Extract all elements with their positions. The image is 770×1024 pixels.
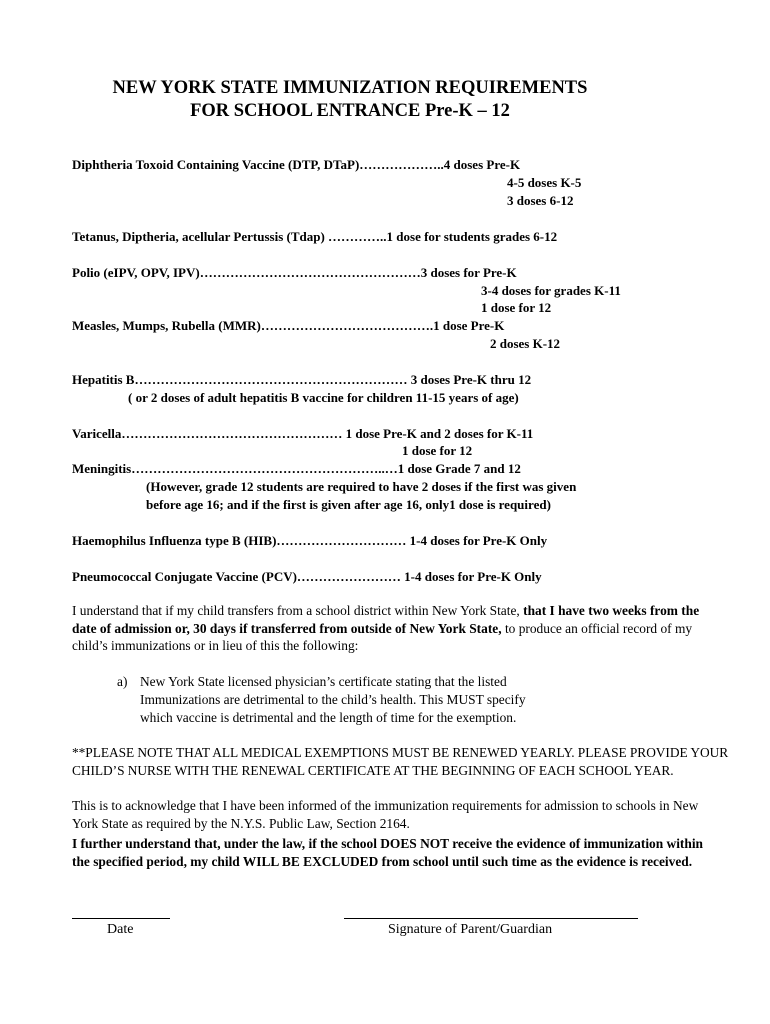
parent-signature-line[interactable] bbox=[344, 918, 638, 919]
date-label: Date bbox=[107, 922, 134, 937]
requirement-tdap: Tetanus, Diptheria, acellular Pertussis (Tdap) …………..1 dose for students grades 6-12 bbox=[72, 229, 558, 244]
exclusion-text-start: I further understand that, under the law, if the school bbox=[72, 836, 381, 851]
requirement-varicella-extra-1: 1 dose for 12 bbox=[402, 443, 473, 458]
requirement-polio-extra-1: 3-4 doses for grades K-11 bbox=[481, 283, 621, 298]
medical-exemption-notice: **PLEASE NOTE THAT ALL MEDICAL EXEMPTIONS MUST BE RENEWED YEARLY. PLEASE PROVIDE YOUR CHILD’S NURSE WITH THE RENEWAL CERTIFICATE AT THE BEGINNING OF EACH SCHOOL YEAR. bbox=[72, 745, 729, 778]
requirement-hepatitis-b-note: ( or 2 doses of adult hepatitis B vaccine for children 11-15 years of age) bbox=[128, 390, 519, 405]
requirement-mmr: Measles, Mumps, Rubella (MMR)………………………………….1 dose Pre-K bbox=[72, 318, 505, 333]
requirement-meningitis-note-1: (However, grade 12 students are required to have 2 doses if the first was given bbox=[146, 479, 577, 494]
requirement-hepatitis-b: Hepatitis B……………………………………………………… 3 doses Pre-K thru 12 bbox=[72, 372, 532, 387]
form-title-line-2: FOR SCHOOL ENTRANCE Pre-K – 12 bbox=[190, 101, 510, 121]
transfer-text-end: to produce an official record of my child’s immunizations or in lieu of this the following: bbox=[72, 620, 693, 653]
form-title-line-1: NEW YORK STATE IMMUNIZATION REQUIREMENTS bbox=[112, 78, 588, 98]
transfer-deadline-text: that I have two weeks from the date of admission or, 30 days if transferred from outside of New York State, bbox=[72, 603, 700, 636]
transfer-text-start: I understand that if my child transfers from a school district within New York State, bbox=[72, 603, 524, 618]
date-signature-line[interactable] bbox=[72, 918, 170, 919]
requirement-meningitis-note-2: before age 16; and if the first is given after age 16, only1 dose is required) bbox=[146, 497, 551, 512]
exclusion-will-be-excluded: WILL BE EXCLUDED bbox=[242, 853, 379, 869]
requirement-dtap-extra-2: 3 doses 6-12 bbox=[507, 193, 574, 208]
requirement-polio-extra-2: 1 dose for 12 bbox=[481, 300, 552, 315]
requirement-dtap: Diphtheria Toxoid Containing Vaccine (DTP, DTaP)………………..4 doses Pre-K bbox=[72, 157, 521, 172]
exclusion-text-end: from school until such time as the evidence is received. bbox=[378, 853, 693, 869]
requirement-dtap-extra-1: 4-5 doses K-5 bbox=[507, 175, 582, 190]
requirement-meningitis: Meningitis…………………………………………………..…1 dose Grade 7 and 12 bbox=[72, 461, 521, 476]
transfer-understanding-paragraph bbox=[72, 602, 727, 655]
acknowledgement-paragraph: This is to acknowledge that I have been informed of the immunization requirements for admission to schools in New York State as required by the N.Y.S. Public Law, Section 2164. bbox=[72, 798, 699, 831]
requirement-hib: Haemophilus Influenza type B (HIB)………………………… 1-4 doses for Pre-K Only bbox=[72, 533, 548, 548]
exclusion-warning-paragraph bbox=[72, 835, 717, 870]
exemption-list-line-3: which vaccine is detrimental and the length of time for the exemption. bbox=[140, 710, 517, 725]
exclusion-does-not: DOES NOT bbox=[380, 836, 449, 851]
requirement-polio: Polio (eIPV, OPV, IPV)……………………………………………3 doses for Pre-K bbox=[72, 265, 517, 280]
requirement-varicella: Varicella…………………………………………… 1 dose Pre-K and 2 doses for K-11 bbox=[72, 426, 534, 441]
parent-signature-label: Signature of Parent/Guardian bbox=[388, 922, 553, 937]
exemption-list-line-1: New York State licensed physician’s certificate stating that the listed bbox=[140, 674, 507, 689]
exemption-list-line-2: Immunizations are detrimental to the child’s health. This MUST specify bbox=[140, 692, 526, 707]
requirement-pcv: Pneumococcal Conjugate Vaccine (PCV)…………………… 1-4 doses for Pre-K Only bbox=[72, 569, 542, 584]
requirement-mmr-extra-1: 2 doses K-12 bbox=[490, 336, 561, 351]
exclusion-text-mid: receive the evidence of immunization within the specified period, my child bbox=[72, 836, 703, 869]
list-marker-a: a) bbox=[117, 674, 128, 689]
